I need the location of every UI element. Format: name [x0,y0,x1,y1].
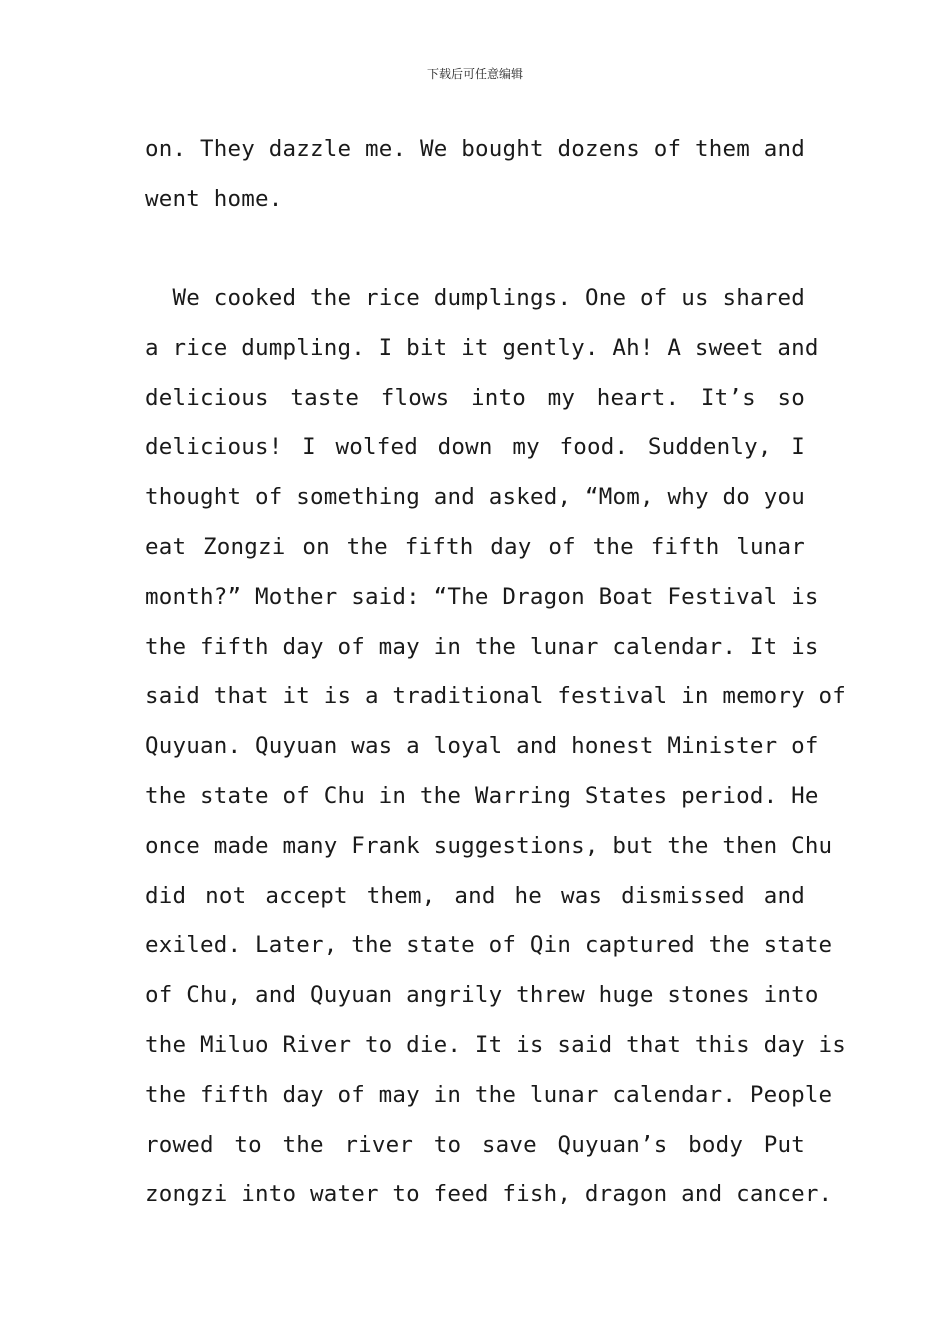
text-line: eat Zongzi on the fifth day of the fifth lunar [145,533,805,560]
text-line: said that it is a traditional festival in memory of [145,683,847,710]
text-line: went home. [145,185,283,212]
paragraph [145,125,805,225]
text-line: a rice dumpling. I bit it gently. Ah! A sweet and [145,334,819,361]
text-line: the fifth day of may in the lunar calendar. It is [145,633,819,660]
text-line: once made many Frank suggestions, but the then Chu [145,832,833,859]
text-line: exiled. Later, the state of Qin captured the state [145,932,833,959]
text-line: delicious! I wolfed down my food. Suddenly, I [145,434,805,461]
text-line: rowed to the river to save Quyuan’s body Put [145,1131,805,1158]
text-line: thought of something and asked, “Mom, why do you [145,484,805,511]
text-line: month?” Mother said: “The Dragon Boat Festival is [145,583,819,610]
text-line: zongzi into water to feed fish, dragon and cancer. [145,1181,833,1208]
text-line: We cooked the rice dumplings. One of us shared [145,285,805,311]
text-line: the Miluo River to die. It is said that this day is [145,1031,847,1058]
text-line: the state of Chu in the Warring States period. He [145,782,819,809]
text-line: delicious taste flows into my heart. It’s so [145,384,805,411]
text-line: did not accept them, and he was dismissed and [145,882,805,909]
paragraph [145,274,847,1220]
text-line: the fifth day of may in the lunar calendar. People [145,1081,833,1108]
text-line: on. They dazzle me. We bought dozens of them and [145,136,805,162]
text-line: Quyuan. Quyuan was a loyal and honest Minister of [145,733,819,760]
text-line: of Chu, and Quyuan angrily threw huge stones into [145,982,819,1009]
page-header: 下载后可任意编辑 [426,67,523,81]
